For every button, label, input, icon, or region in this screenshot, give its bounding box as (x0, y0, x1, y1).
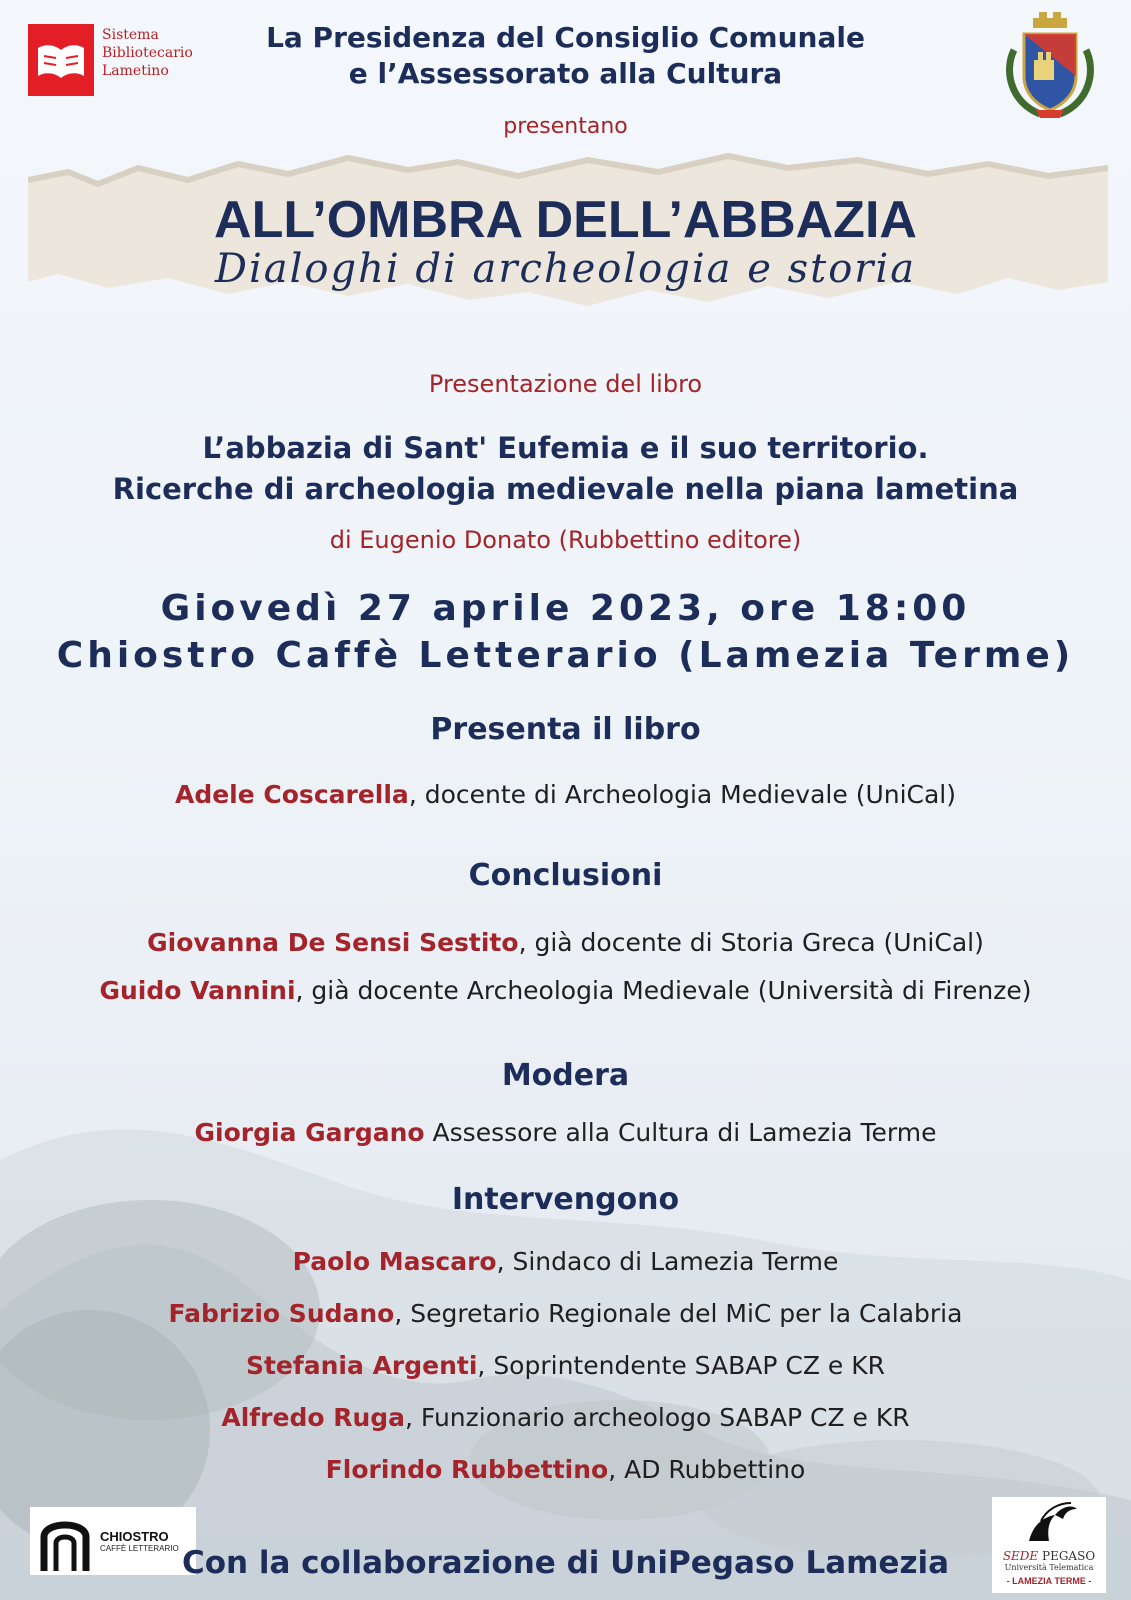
speaker-line (0, 1455, 1131, 1484)
presentano-label: presentano (503, 114, 628, 139)
pegaso-name: PEGASO (1042, 1549, 1096, 1563)
speaker-role: , Segretario Regionale del MiC per la Calabria (394, 1299, 963, 1328)
presentation-label: Presentazione del libro (428, 370, 703, 398)
event-date: Giovedì 27 aprile 2023, ore 18:00 (160, 588, 971, 629)
speaker-line (0, 1351, 1131, 1380)
speaker-name: Adele Coscarella (174, 780, 409, 809)
sbl-line3: Lametino (102, 63, 169, 79)
section-heading-modera: Modera (501, 1058, 630, 1093)
speaker-line (0, 1299, 1131, 1328)
book-title (0, 428, 1131, 510)
speaker-role: Assessore alla Cultura di Lamezia Terme (424, 1118, 937, 1147)
chiostro-sub: CAFFÈ LETTERARIO (100, 1544, 179, 1553)
chiostro-name: CHIOSTRO (100, 1529, 169, 1544)
speaker-line (0, 1247, 1131, 1276)
event-subtitle: Dialoghi di archeologia e storia (214, 246, 917, 292)
sbl-line2: Bibliotecario (102, 45, 193, 61)
collaboration-note: Con la collaborazione di UniPegaso Lamezia (181, 1545, 950, 1581)
speaker-name: Florindo Rubbettino (325, 1455, 609, 1484)
speaker-line (0, 1118, 1131, 1147)
speaker-line (0, 928, 1131, 957)
speaker-name: Giorgia Gargano (194, 1118, 425, 1147)
section-heading-intervengono: Intervengono (451, 1182, 680, 1217)
section-heading-presenta: Presenta il libro (430, 712, 701, 747)
speaker-name: Stefania Argenti (245, 1351, 478, 1380)
speaker-line (0, 1403, 1131, 1432)
sbl-line1: Sistema (102, 27, 159, 43)
speaker-name: Alfredo Ruga (221, 1403, 406, 1432)
speaker-role: , docente di Archeologia Medievale (UniCal) (408, 780, 957, 809)
organizers-line2: e l’Assessorato alla Cultura (348, 57, 783, 90)
speaker-role: , già docente di Storia Greca (UniCal) (518, 928, 984, 957)
pegasus-icon (1019, 1501, 1079, 1545)
event-place: Chiostro Caffè Letterario (Lamezia Terme) (56, 635, 1075, 676)
pegaso-sede: SEDE (1002, 1549, 1039, 1563)
section-heading-conclusioni: Conclusioni (468, 858, 663, 893)
book-title-line2: Ricerche di archeologia medievale nella piana lametina (112, 472, 1019, 506)
speaker-role: , Funzionario archeologo SABAP CZ e KR (405, 1403, 910, 1432)
speaker-line (0, 976, 1131, 1005)
book-author: di Eugenio Donato (Rubbettino editore) (329, 526, 802, 554)
speaker-line (0, 780, 1131, 809)
event-title: ALL’OMBRA DELL’ABBAZIA (214, 191, 917, 249)
speaker-name: Giovanna De Sensi Sestito (147, 928, 519, 957)
speaker-name: Paolo Mascaro (292, 1247, 497, 1276)
speaker-name: Fabrizio Sudano (168, 1299, 395, 1328)
book-title-line1: L’abbazia di Sant' Eufemia e il suo territorio. (202, 431, 929, 465)
pegaso-city: - LAMEZIA TERME - (1006, 1576, 1092, 1586)
speaker-role: , AD Rubbettino (608, 1455, 806, 1484)
organizers-heading (0, 20, 1131, 92)
speaker-role: , già docente Archeologia Medievale (Università di Firenze) (295, 976, 1032, 1005)
speaker-name: Guido Vannini (99, 976, 296, 1005)
speaker-role: , Sindaco di Lamezia Terme (496, 1247, 839, 1276)
pegaso-univ: Università Telematica (1004, 1563, 1094, 1572)
organizers-line1: La Presidenza del Consiglio Comunale (266, 21, 865, 54)
pegaso-logo (992, 1497, 1106, 1593)
event-datetime (0, 585, 1131, 679)
speaker-role: , Soprintendente SABAP CZ e KR (477, 1351, 886, 1380)
